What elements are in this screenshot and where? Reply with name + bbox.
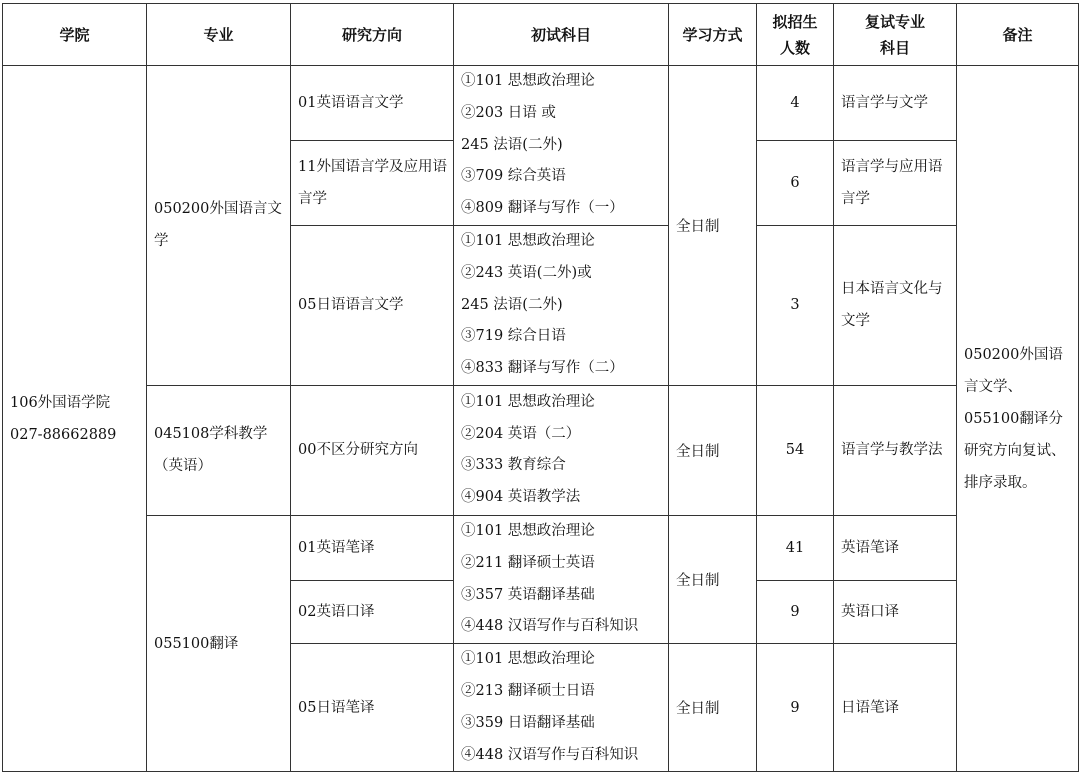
college-cell — [3, 66, 147, 772]
subject-item: ③719 综合日语 — [461, 328, 566, 345]
major-045108-cell — [147, 385, 291, 515]
college-phone: 027-88662889 — [10, 426, 117, 443]
retest-cell: 英语笔译 — [834, 515, 957, 580]
header-retest-line2: 科目 — [879, 38, 910, 57]
direction-cell: 00不区分研究方向 — [291, 385, 454, 515]
subject-item: ②243 英语(二外)或 — [461, 264, 592, 281]
header-college: 学院 — [3, 4, 147, 66]
subject-item: ①101 思想政治理论 — [461, 73, 595, 89]
college-name: 106外国语学院 — [10, 394, 111, 411]
retest-cell: 语言学与文学 — [834, 66, 957, 141]
direction-cell: 11外国语言学及应用语言学 — [291, 141, 454, 226]
retest-cell: 语言学与应用语言学 — [834, 141, 957, 226]
header-quota-line2: 人数 — [779, 38, 810, 57]
subject-item: ②213 翻译硕士日语 — [461, 682, 595, 699]
subjects-group-1 — [454, 66, 669, 226]
subject-item: ③709 综合英语 — [461, 168, 566, 185]
subjects-group-5 — [454, 644, 669, 772]
table-row — [3, 515, 1079, 580]
direction-cell: 02英语口译 — [291, 581, 454, 644]
header-retest — [834, 4, 957, 66]
quota-cell: 6 — [757, 141, 834, 226]
table-row — [3, 66, 1079, 141]
subject-item: ④809 翻译与写作（一） — [461, 200, 624, 217]
remarks-cell: 050200外国语言文学、055100翻译分研究方向复试、排序录取。 — [957, 66, 1079, 772]
subject-item: ②204 英语（二） — [461, 425, 581, 442]
table-row — [3, 385, 1079, 515]
subject-item: ④833 翻译与写作（二） — [461, 360, 624, 377]
header-quota — [757, 4, 834, 66]
header-direction: 研究方向 — [291, 4, 454, 66]
header-major: 专业 — [147, 4, 291, 66]
study-mode-cell: 全日制 — [669, 66, 757, 386]
subjects-group-4 — [454, 515, 669, 643]
subjects-group-2 — [454, 225, 669, 385]
direction-cell: 01英语语言文学 — [291, 66, 454, 141]
quota-cell: 4 — [757, 66, 834, 141]
subject-item: ①101 思想政治理论 — [461, 393, 595, 410]
subject-item: ③357 英语翻译基础 — [461, 586, 595, 603]
direction-cell: 01英语笔译 — [291, 515, 454, 580]
quota-cell: 3 — [757, 225, 834, 385]
quota-cell: 54 — [757, 385, 834, 515]
subject-item: ②203 日语 或 — [461, 104, 556, 121]
subject-item: ①101 思想政治理论 — [461, 651, 595, 668]
retest-cell: 英语口译 — [834, 581, 957, 644]
subject-item: ③359 日语翻译基础 — [461, 714, 595, 731]
study-mode-cell: 全日制 — [669, 385, 757, 515]
header-quota-line1: 拟招生 — [772, 12, 818, 31]
subject-item: 245 法语(二外) — [461, 296, 563, 313]
direction-cell: 05日语语言文学 — [291, 225, 454, 385]
major-045108-line1: 045108学科教学 — [154, 426, 268, 443]
quota-cell: 9 — [757, 581, 834, 644]
study-mode-cell: 全日制 — [669, 644, 757, 772]
retest-cell: 语言学与教学法 — [834, 385, 957, 515]
quota-cell: 41 — [757, 515, 834, 580]
header-exam-subjects: 初试科目 — [454, 4, 669, 66]
subject-item: ④904 英语教学法 — [461, 489, 581, 506]
major-050200: 050200外国语言文学 — [154, 201, 282, 250]
header-study-mode: 学习方式 — [669, 4, 757, 66]
subject-item: ①101 思想政治理论 — [461, 522, 595, 539]
enrollment-table — [2, 3, 1079, 772]
major-045108-line2: （英语） — [154, 458, 212, 475]
subject-item: ④448 汉语写作与百科知识 — [461, 746, 639, 763]
header-remarks: 备注 — [957, 4, 1079, 66]
study-mode-cell: 全日制 — [669, 515, 757, 643]
subject-item: ②211 翻译硕士英语 — [461, 554, 595, 571]
quota-cell: 9 — [757, 644, 834, 772]
subjects-group-3 — [454, 385, 669, 515]
major-055100-cell: 055100翻译 — [147, 515, 291, 771]
subject-item: ④448 汉语写作与百科知识 — [461, 618, 639, 635]
subject-item: ①101 思想政治理论 — [461, 232, 595, 249]
major-050200-cell — [147, 66, 291, 386]
subject-item: 245 法语(二外) — [461, 136, 563, 153]
retest-cell: 日语笔译 — [834, 644, 957, 772]
subject-item: ③333 教育综合 — [461, 457, 566, 474]
direction-cell: 05日语笔译 — [291, 644, 454, 772]
retest-cell: 日本语言文化与文学 — [834, 225, 957, 385]
header-retest-line1: 复试专业 — [864, 12, 925, 31]
header-row — [3, 4, 1079, 66]
